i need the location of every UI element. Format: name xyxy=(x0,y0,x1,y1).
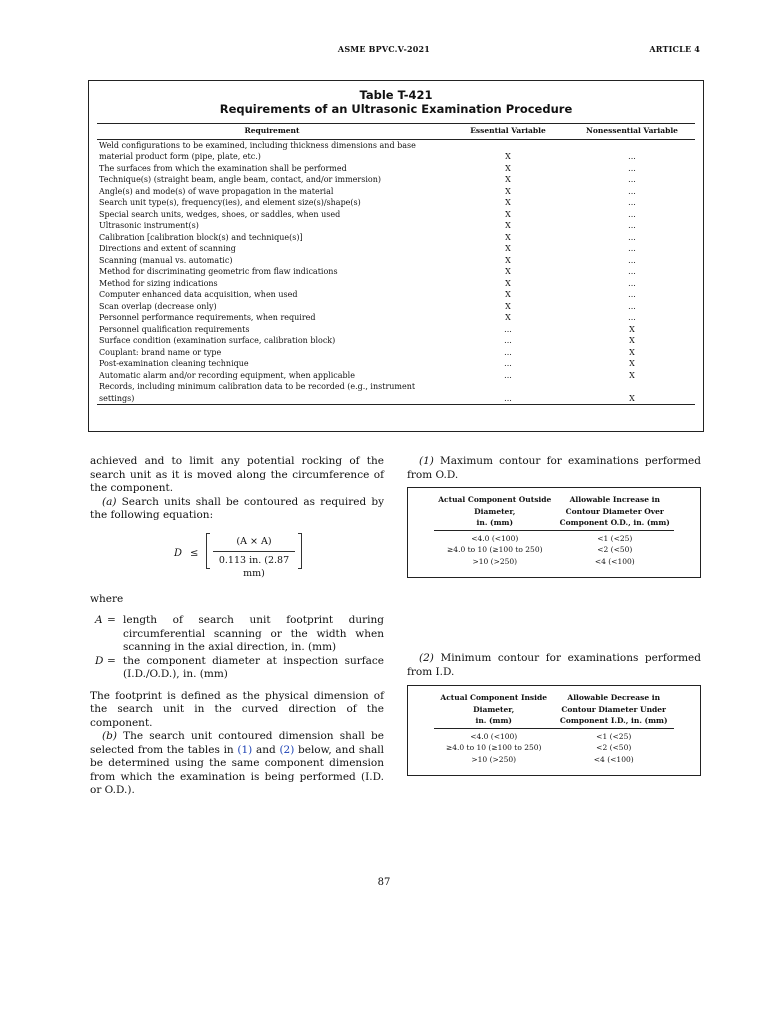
table-row xyxy=(97,347,695,359)
essential-cell: ... xyxy=(504,370,512,380)
paragraph-continuation: achieved and to limit any potential rocking of the search unit as it is moved along the circumference of the component. xyxy=(90,455,384,494)
table-row xyxy=(97,255,695,267)
requirement-cell: The surfaces from which the examination shall be performed xyxy=(99,163,347,173)
essential-cell: X xyxy=(505,198,511,207)
column-header-essential: Essential Variable xyxy=(447,124,569,140)
table-row xyxy=(97,197,695,209)
table-row xyxy=(97,266,695,278)
item-label-1: (1) xyxy=(419,455,434,467)
nonessential-cell: ... xyxy=(628,301,636,311)
od-contour-table xyxy=(434,494,674,567)
table-row: ≥4.0 to 10 (≥100 to 250) <2 (<50) xyxy=(447,545,633,554)
essential-cell: X xyxy=(505,221,511,230)
od-header-diameter: Actual Component Outside Diameter, in. (mm) xyxy=(434,494,556,530)
essential-cell: X xyxy=(505,186,511,196)
od-header-allowable: Allowable Increase in Contour Diameter Over Component O.D., in. (mm) xyxy=(556,494,674,530)
table-row xyxy=(97,220,695,232)
paragraph-b: (b) The search unit contoured dimension shall be selected from the tables in (1) and (2) below, and shall be determined using the same component dimension from which the examination is being performed (I.D. or O.D.). xyxy=(90,730,384,796)
requirement-cell: settings) xyxy=(97,393,447,405)
table-row: >10 (>250) <4 (<100) xyxy=(472,556,635,566)
definition-D: D = the component diameter at inspection surface (I.D./O.D.), in. (mm) xyxy=(95,654,384,680)
table-row: ≥4.0 to 10 (≥100 to 250) <2 (<50) xyxy=(445,743,632,752)
nonessential-cell: ... xyxy=(628,313,636,322)
table-row xyxy=(97,381,695,393)
nonessential-cell xyxy=(569,381,695,393)
table-row xyxy=(97,174,695,186)
column-header-nonessential: Nonessential Variable xyxy=(569,124,695,140)
essential-cell: X xyxy=(505,278,511,288)
requirement-cell: material product form (pipe, plate, etc.) xyxy=(99,152,261,161)
essential-cell: ... xyxy=(504,359,512,368)
table-row xyxy=(97,335,695,347)
header-standard: ASME BPVC.V-2021 xyxy=(337,44,431,54)
paragraph-1: (1) Maximum contour for examinations performed from O.D. xyxy=(407,455,701,481)
table-row xyxy=(97,370,695,382)
requirement-cell: Technique(s) (straight beam, angle beam, contact, and/or immersion) xyxy=(99,175,381,184)
column-header-requirement: Requirement xyxy=(97,124,447,140)
nonessential-cell: ... xyxy=(628,290,636,299)
where-label: where xyxy=(90,592,124,605)
nonessential-cell: ... xyxy=(628,163,636,173)
equation-bracket xyxy=(206,533,302,579)
table-row xyxy=(97,278,695,290)
item-label-2: (2) xyxy=(419,652,434,664)
table-row xyxy=(97,139,695,151)
table-row: >10 (>250) <4 (<100) xyxy=(471,754,634,764)
requirement-cell: Special search units, wedges, shoes, or saddles, when used xyxy=(99,209,341,219)
requirement-cell: Search unit type(s), frequency(ies), and element size(s)/shape(s) xyxy=(99,198,361,207)
nonessential-cell: ... xyxy=(628,244,636,253)
essential-cell xyxy=(447,139,569,151)
essential-cell: X xyxy=(505,152,511,161)
requirement-cell: Couplant: brand name or type xyxy=(99,347,222,357)
nonessential-cell: ... xyxy=(628,175,636,184)
essential-cell: X xyxy=(505,244,511,253)
definitions-list xyxy=(90,614,384,682)
table-number: Table T-421 xyxy=(359,88,433,102)
requirement-cell: Method for sizing indications xyxy=(99,278,218,288)
essential-cell: X xyxy=(505,255,511,265)
requirement-cell: Computer enhanced data acquisition, when used xyxy=(99,290,298,299)
table-row: <4.0 (<100) <1 (<25) xyxy=(470,731,632,741)
essential-cell: X xyxy=(505,313,511,322)
nonessential-cell: ... xyxy=(628,278,636,288)
nonessential-cell: ... xyxy=(628,267,636,276)
contour-equation xyxy=(174,533,394,579)
running-header xyxy=(0,44,768,58)
id-table-header xyxy=(434,692,674,728)
table-t421-frame xyxy=(88,80,704,432)
requirement-cell: Automatic alarm and/or recording equipment, when applicable xyxy=(99,370,355,380)
nonessential-cell: ... xyxy=(628,186,636,196)
nonessential-cell: ... xyxy=(628,232,636,242)
table-row xyxy=(97,289,695,301)
table-header-row xyxy=(97,124,695,140)
table-row xyxy=(97,186,695,198)
requirement-cell: Method for discriminating geometric from flaw indications xyxy=(99,267,338,276)
table-row xyxy=(97,312,695,324)
nonessential-cell xyxy=(569,139,695,151)
paragraph-2: (2) Minimum contour for examinations performed from I.D. xyxy=(407,652,701,678)
essential-cell: X xyxy=(505,267,511,276)
nonessential-cell: X xyxy=(629,336,635,345)
definition-A-text: length of search unit footprint during circumferential scanning or the width when scanning in the axial direction, in. (mm) xyxy=(123,614,384,653)
table-row xyxy=(97,243,695,255)
requirement-cell: Personnel qualification requirements xyxy=(99,324,250,334)
essential-cell: X xyxy=(505,232,511,242)
equation-denominator: 0.113 in. (2.87 mm) xyxy=(218,554,290,579)
id-contour-table xyxy=(434,692,674,765)
table-row xyxy=(97,151,695,163)
requirement-cell: Records, including minimum calibration data to be recorded (e.g., instrument xyxy=(99,382,416,391)
link-table-2[interactable]: (2) xyxy=(279,743,295,756)
requirement-cell: Scanning (manual vs. automatic) xyxy=(99,255,233,265)
nonessential-cell: ... xyxy=(628,255,636,265)
table-row xyxy=(97,393,695,405)
table-row: <4.0 (<100) <1 (<25) xyxy=(471,533,633,543)
table-row xyxy=(97,324,695,336)
equation-lhs: D xyxy=(174,547,183,559)
nonessential-cell: ... xyxy=(628,221,636,230)
essential-cell: ... xyxy=(504,347,512,357)
essential-cell: X xyxy=(505,290,511,299)
header-article: ARTICLE 4 xyxy=(649,44,700,54)
equation-relation: ≤ xyxy=(190,547,199,559)
essential-cell: X xyxy=(505,301,511,311)
left-column xyxy=(90,455,384,798)
table-row xyxy=(97,163,695,175)
table-row xyxy=(97,301,695,313)
right-column-lower xyxy=(407,652,701,679)
equation-numerator: (A × A) xyxy=(236,535,272,547)
essential-cell: X xyxy=(505,163,511,173)
requirements-table xyxy=(97,123,695,405)
requirement-cell: Angle(s) and mode(s) of wave propagation in the material xyxy=(99,186,334,196)
requirement-cell: Surface condition (examination surface, calibration block) xyxy=(99,336,336,345)
nonessential-cell: X xyxy=(629,370,635,380)
requirement-cell: Calibration [calibration block(s) and technique(s)] xyxy=(99,232,303,242)
paragraph-a-text: Search units shall be contoured as required by the following equation: xyxy=(90,495,384,521)
fraction-bar xyxy=(213,551,295,552)
od-contour-box xyxy=(407,487,701,578)
nonessential-cell: ... xyxy=(628,209,636,219)
symbol-A: A xyxy=(95,614,103,626)
id-contour-box xyxy=(407,685,701,776)
table-row xyxy=(97,358,695,370)
requirement-cell: Personnel performance requirements, when required xyxy=(99,313,316,322)
table-row xyxy=(97,209,695,221)
equation-block xyxy=(90,523,384,581)
nonessential-cell: X xyxy=(629,324,635,334)
link-table-1[interactable]: (1) xyxy=(237,743,253,756)
table-title: Requirements of an Ultrasonic Examination Procedure xyxy=(219,102,573,116)
nonessential-cell: X xyxy=(569,393,695,405)
essential-cell: ... xyxy=(447,393,569,405)
paragraph-a xyxy=(90,496,384,523)
essential-cell: X xyxy=(505,175,511,184)
definition-D-text: the component diameter at inspection surface (I.D./O.D.), in. (mm) xyxy=(123,654,384,680)
requirement-cell: Ultrasonic instrument(s) xyxy=(99,221,199,230)
definition-A: A = length of search unit footprint during circumferential scanning or the width when scanning in the axial direction, in. (mm) xyxy=(95,614,384,653)
requirement-cell: Post-examination cleaning technique xyxy=(99,359,249,368)
id-header-diameter: Actual Component Inside Diameter, in. (mm) xyxy=(434,692,553,728)
essential-cell: ... xyxy=(504,336,512,345)
item-label-a: (a) xyxy=(102,495,117,508)
essential-cell: ... xyxy=(504,324,512,334)
requirement-cell: Weld configurations to be examined, including thickness dimensions and base xyxy=(99,140,416,150)
symbol-D: D xyxy=(95,654,104,667)
od-table-header xyxy=(434,494,674,530)
id-header-allowable: Allowable Decrease in Contour Diameter Under Component I.D., in. (mm) xyxy=(553,692,674,728)
requirement-cell: Scan overlap (decrease only) xyxy=(99,301,217,311)
nonessential-cell: ... xyxy=(628,152,636,161)
requirement-cell: Directions and extent of scanning xyxy=(99,244,236,253)
nonessential-cell: X xyxy=(629,359,635,368)
table-row xyxy=(97,232,695,244)
essential-cell xyxy=(447,381,569,393)
essential-cell: X xyxy=(505,209,511,219)
right-column xyxy=(407,455,701,482)
nonessential-cell: ... xyxy=(628,198,636,207)
paragraph-footprint: The footprint is defined as the physical dimension of the search unit in the curved direction of the component. xyxy=(90,689,384,729)
page-number: 87 xyxy=(377,877,391,888)
item-label-b: (b) xyxy=(102,730,117,742)
nonessential-cell: X xyxy=(629,347,635,357)
